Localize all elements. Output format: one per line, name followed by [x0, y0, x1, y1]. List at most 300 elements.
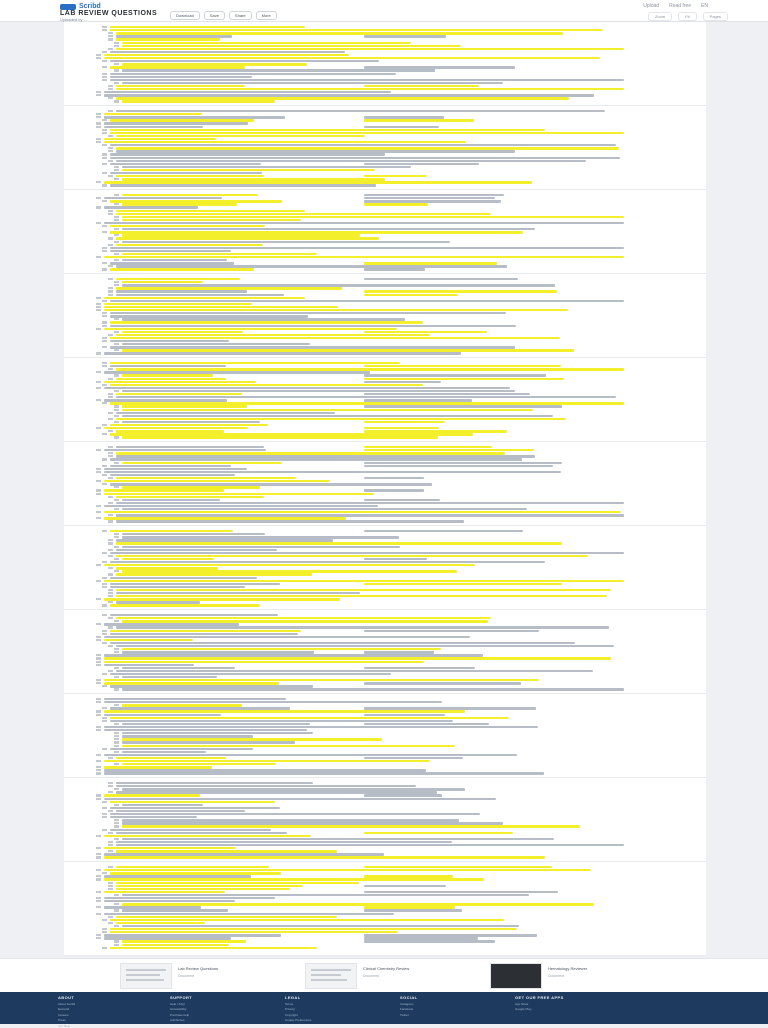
question-number	[96, 937, 101, 939]
footer-link[interactable]: Terms	[285, 1001, 294, 1006]
question-number	[114, 735, 119, 737]
footer-link[interactable]: Copyright	[285, 1012, 298, 1017]
highlighted-text-line	[122, 405, 247, 407]
text-line	[110, 262, 234, 264]
text-line	[122, 390, 515, 392]
text-line	[116, 294, 284, 296]
upload-link[interactable]: Upload	[643, 3, 660, 9]
text-line	[122, 241, 450, 243]
question-number	[96, 517, 101, 519]
highlighted-text-line	[110, 337, 560, 339]
highlighted-text-line	[110, 321, 423, 323]
question-number	[96, 657, 101, 659]
text-line	[104, 664, 194, 666]
footer-link[interactable]: App Store	[515, 1001, 529, 1006]
text-line	[122, 82, 503, 84]
highlighted-text-line	[116, 85, 245, 87]
question-number	[102, 132, 107, 134]
highlighted-text-line	[116, 573, 312, 575]
highlighted-text-line	[104, 511, 621, 513]
question-number	[96, 891, 101, 893]
question-number	[114, 903, 119, 905]
question-number	[96, 54, 101, 56]
question-number	[108, 147, 113, 149]
text-line	[104, 91, 391, 93]
highlighted-text-line	[364, 175, 427, 177]
question-number	[102, 583, 107, 585]
highlighted-text-line	[364, 331, 487, 333]
document-page	[64, 610, 706, 694]
text-line	[116, 549, 277, 551]
question-number	[108, 412, 113, 414]
footer-link[interactable]: Accessibility	[170, 1007, 187, 1011]
text-line	[116, 412, 335, 414]
text-line	[116, 539, 333, 541]
text-line	[110, 79, 624, 81]
question-number	[102, 633, 107, 635]
question-number	[96, 116, 101, 118]
text-line	[364, 723, 489, 725]
text-line	[122, 69, 435, 71]
question-number	[108, 334, 113, 336]
highlighted-text-line	[122, 409, 533, 411]
text-line	[116, 110, 605, 112]
text-line	[116, 160, 586, 162]
highlighted-text-line	[110, 26, 305, 28]
highlighted-text-line	[116, 477, 296, 479]
highlighted-text-line	[104, 54, 349, 56]
site-footer	[0, 992, 768, 1028]
text-line	[122, 909, 228, 911]
text-line	[364, 278, 518, 280]
text-line	[110, 60, 379, 62]
question-number	[102, 947, 107, 949]
document-page	[64, 190, 706, 274]
footer-link[interactable]: AdChoices	[170, 1018, 185, 1022]
highlighted-text-line	[104, 309, 568, 311]
question-number	[96, 309, 101, 311]
highlighted-text-line	[122, 745, 455, 747]
question-number	[96, 701, 101, 703]
text-line	[110, 633, 298, 635]
question-number	[114, 284, 119, 286]
text-line	[104, 449, 266, 451]
question-number	[96, 661, 101, 663]
highlighted-text-line	[110, 604, 260, 606]
question-number	[96, 664, 101, 666]
question-number	[108, 378, 113, 380]
highlighted-text-line	[364, 866, 552, 868]
question-number	[96, 875, 101, 877]
text-line	[110, 365, 226, 367]
question-number	[102, 268, 107, 270]
highlighted-text-line	[364, 119, 474, 121]
question-number	[114, 499, 119, 501]
text-line	[110, 346, 515, 348]
text-line	[122, 788, 465, 790]
question-number	[102, 144, 107, 146]
question-number	[114, 178, 119, 180]
highlighted-text-line	[110, 717, 509, 719]
footer-link[interactable]: Twitter	[400, 1012, 409, 1017]
document-title: LAB REVIEW QUESTIONS	[60, 10, 158, 17]
text-line	[110, 685, 313, 687]
question-number	[108, 841, 113, 843]
highlighted-text-line	[110, 132, 624, 134]
footer-link[interactable]: Facebook	[400, 1007, 414, 1011]
question-number	[96, 729, 101, 731]
highlighted-text-line	[122, 648, 441, 650]
question-number	[114, 648, 119, 650]
text-line	[104, 754, 517, 756]
highlighted-text-line	[104, 138, 216, 140]
question-number	[96, 906, 101, 908]
highlighted-text-line	[364, 446, 492, 448]
footer-link[interactable]: About Scribd	[58, 1001, 76, 1006]
text-line	[104, 636, 470, 638]
question-number	[102, 262, 107, 264]
highlighted-text-line	[104, 794, 200, 796]
text-line	[104, 654, 483, 656]
question-number	[114, 241, 119, 243]
text-line	[122, 259, 227, 261]
highlighted-text-line	[116, 430, 224, 432]
text-line	[364, 477, 424, 479]
text-line	[122, 508, 527, 510]
text-line	[116, 520, 464, 522]
text-line	[364, 462, 562, 464]
text-line	[104, 798, 496, 800]
text-line	[122, 546, 400, 548]
question-number	[102, 153, 107, 155]
question-number	[114, 536, 119, 538]
question-number	[114, 216, 119, 218]
question-number	[96, 480, 101, 482]
question-number	[96, 636, 101, 638]
question-number	[108, 589, 113, 591]
text-line	[364, 651, 434, 653]
question-number	[96, 856, 101, 858]
question-number	[96, 57, 101, 59]
question-number	[114, 804, 119, 806]
related-card[interactable]	[305, 963, 409, 989]
text-line	[122, 925, 519, 927]
text-line	[122, 318, 405, 320]
highlighted-text-line	[116, 567, 218, 569]
question-number	[108, 32, 113, 34]
question-number	[102, 60, 107, 62]
highlighted-text-line	[104, 256, 624, 258]
text-line	[110, 144, 616, 146]
question-number	[114, 169, 119, 171]
text-line	[110, 153, 385, 155]
text-line	[122, 284, 555, 286]
footer-link[interactable]: Our blog	[58, 1023, 70, 1028]
highlighted-text-line	[116, 393, 242, 395]
document-page	[64, 106, 706, 190]
footer-link[interactable]: Purchase help	[170, 1012, 190, 1017]
footer-column	[170, 995, 192, 1022]
highlighted-text-line	[364, 430, 507, 432]
question-number	[96, 878, 101, 880]
question-number	[102, 816, 107, 818]
highlighted-text-line	[364, 449, 534, 451]
text-line	[104, 116, 285, 118]
highlighted-text-line	[104, 710, 465, 712]
text-line	[122, 536, 399, 538]
text-line	[116, 670, 593, 672]
question-number	[114, 69, 119, 71]
text-line	[364, 940, 495, 942]
highlighted-text-line	[104, 381, 256, 383]
read-free-link[interactable]: Read free	[669, 3, 692, 9]
question-number	[114, 558, 119, 560]
question-number	[102, 748, 107, 750]
highlighted-text-line	[122, 253, 317, 255]
highlighted-text-line	[116, 496, 264, 498]
highlighted-text-line	[116, 175, 264, 177]
text-line	[104, 698, 286, 700]
highlighted-text-line	[110, 129, 545, 131]
question-number	[96, 206, 101, 208]
question-number	[108, 567, 113, 569]
highlighted-text-line	[116, 97, 569, 99]
question-number	[114, 838, 119, 840]
question-number	[102, 119, 107, 121]
highlighted-text-line	[122, 203, 237, 205]
question-number	[102, 184, 107, 186]
question-number	[108, 446, 113, 448]
question-number	[96, 493, 101, 495]
question-number	[96, 505, 101, 507]
highlighted-text-line	[122, 825, 580, 827]
related-card[interactable]	[490, 963, 587, 989]
highlighted-text-line	[116, 850, 337, 852]
text-line	[110, 614, 278, 616]
question-number	[114, 100, 119, 102]
question-number	[96, 714, 101, 716]
text-line	[110, 315, 308, 317]
highlighted-text-line	[110, 947, 317, 949]
footer-link[interactable]: Careers	[58, 1012, 69, 1017]
fit-control[interactable]: Fit	[678, 12, 696, 21]
question-number	[114, 421, 119, 423]
question-number	[102, 717, 107, 719]
highlighted-text-line	[110, 928, 517, 930]
question-number	[108, 595, 113, 597]
question-number	[108, 866, 113, 868]
zoom-control[interactable]: Zoom	[648, 12, 672, 21]
question-number	[108, 888, 113, 890]
question-number	[108, 244, 113, 246]
question-number	[96, 847, 101, 849]
question-number	[114, 63, 119, 65]
question-number	[114, 194, 119, 196]
highlighted-text-line	[104, 639, 193, 641]
text-line	[104, 399, 227, 401]
text-line	[104, 934, 281, 936]
document-page	[64, 862, 706, 956]
related-card[interactable]	[120, 963, 218, 989]
question-number	[114, 508, 119, 510]
question-number	[102, 321, 107, 323]
footer-link[interactable]: Everand	[58, 1007, 70, 1011]
highlighted-text-line	[110, 931, 398, 933]
related-title: Clinical Chemistry Review	[363, 966, 410, 971]
question-number	[108, 85, 113, 87]
question-number	[102, 642, 107, 644]
text-line	[110, 76, 252, 78]
question-number	[96, 197, 101, 199]
footer-heading: SOCIAL	[400, 995, 418, 1000]
question-number	[96, 126, 101, 128]
text-line	[122, 667, 235, 669]
question-number	[114, 676, 119, 678]
highlighted-text-line	[122, 281, 203, 283]
question-number	[108, 520, 113, 522]
text-line	[122, 822, 503, 824]
footer-link[interactable]: Cookie Preferences	[285, 1018, 312, 1022]
question-number	[102, 76, 107, 78]
question-number	[96, 710, 101, 712]
text-line	[110, 73, 396, 75]
question-number	[114, 822, 119, 824]
question-number	[102, 813, 107, 815]
highlighted-text-line	[104, 427, 248, 429]
text-line	[110, 807, 280, 809]
question-number	[114, 331, 119, 333]
question-number	[102, 931, 107, 933]
question-number	[108, 210, 113, 212]
question-number	[96, 91, 101, 93]
question-number	[114, 253, 119, 255]
text-line	[116, 832, 287, 834]
highlighted-text-line	[104, 891, 225, 893]
question-number	[114, 546, 119, 548]
footer-heading: LEGAL	[285, 995, 301, 1000]
document-viewer[interactable]	[64, 22, 706, 956]
question-number	[108, 88, 113, 90]
question-number	[108, 626, 113, 628]
question-number	[96, 913, 101, 915]
question-number	[114, 166, 119, 168]
save-button[interactable]: Save	[204, 11, 225, 20]
text-line	[110, 483, 432, 485]
text-line	[104, 222, 624, 224]
question-number	[114, 751, 119, 753]
highlighted-text-line	[122, 620, 488, 622]
text-line	[104, 853, 384, 855]
text-line	[364, 381, 441, 383]
highlighted-text-line	[110, 66, 245, 68]
text-line	[364, 197, 495, 199]
question-number	[102, 51, 107, 53]
text-line	[364, 934, 537, 936]
question-number	[102, 73, 107, 75]
question-number	[96, 794, 101, 796]
text-line	[364, 937, 478, 939]
question-number	[102, 458, 107, 460]
highlighted-text-line	[122, 903, 594, 905]
question-number	[108, 916, 113, 918]
question-number	[102, 402, 107, 404]
question-number	[114, 570, 119, 572]
text-line	[110, 673, 391, 675]
footer-link[interactable]: Google Play	[515, 1007, 532, 1011]
highlighted-text-line	[122, 704, 242, 706]
highlighted-text-line	[364, 832, 513, 834]
question-number	[114, 894, 119, 896]
text-line	[104, 913, 394, 915]
highlighted-text-line	[122, 100, 275, 102]
question-number	[102, 79, 107, 81]
pages-control[interactable]: Pages	[703, 12, 728, 21]
text-line	[364, 35, 446, 37]
more-button[interactable]: More	[256, 11, 277, 20]
download-button[interactable]: Download	[170, 11, 200, 20]
question-number	[96, 138, 101, 140]
language-link[interactable]: EN	[701, 3, 708, 9]
question-number	[102, 325, 107, 327]
question-number	[102, 66, 107, 68]
question-number	[96, 726, 101, 728]
highlighted-text-line	[104, 297, 305, 299]
question-number	[102, 362, 107, 364]
highlighted-text-line	[122, 216, 624, 218]
question-number	[102, 928, 107, 930]
question-number	[102, 465, 107, 467]
text-line	[122, 651, 314, 653]
text-line	[110, 300, 624, 302]
question-number	[96, 766, 101, 768]
text-line	[110, 247, 624, 249]
footer-link[interactable]: Press	[58, 1018, 66, 1022]
text-line	[104, 701, 442, 703]
related-sub: Document	[178, 974, 194, 978]
question-number	[114, 763, 119, 765]
highlighted-text-line	[110, 268, 254, 270]
question-number	[96, 623, 101, 625]
text-line	[122, 723, 310, 725]
question-number	[96, 639, 101, 641]
text-line	[104, 714, 221, 716]
highlighted-text-line	[122, 234, 360, 236]
question-number	[108, 496, 113, 498]
question-number	[102, 200, 107, 202]
footer-link[interactable]: Help / FAQ	[170, 1001, 185, 1006]
highlighted-text-line	[110, 29, 603, 31]
logo[interactable]	[60, 3, 101, 10]
highlighted-text-line	[116, 48, 624, 50]
text-line	[122, 838, 554, 840]
question-number	[102, 384, 107, 386]
highlighted-text-line	[364, 583, 562, 585]
text-line	[364, 714, 445, 716]
text-line	[116, 785, 416, 787]
share-button[interactable]: Share	[229, 11, 252, 20]
question-number	[102, 315, 107, 317]
footer-link[interactable]: Instagram	[400, 1001, 414, 1006]
question-number	[96, 869, 101, 871]
highlighted-text-line	[122, 486, 260, 488]
question-number	[114, 45, 119, 47]
highlighted-text-line	[110, 231, 523, 233]
question-number	[102, 157, 107, 159]
footer-link[interactable]: Privacy	[285, 1007, 295, 1011]
highlighted-text-line	[110, 424, 268, 426]
document-page	[64, 694, 706, 778]
question-number	[108, 396, 113, 398]
